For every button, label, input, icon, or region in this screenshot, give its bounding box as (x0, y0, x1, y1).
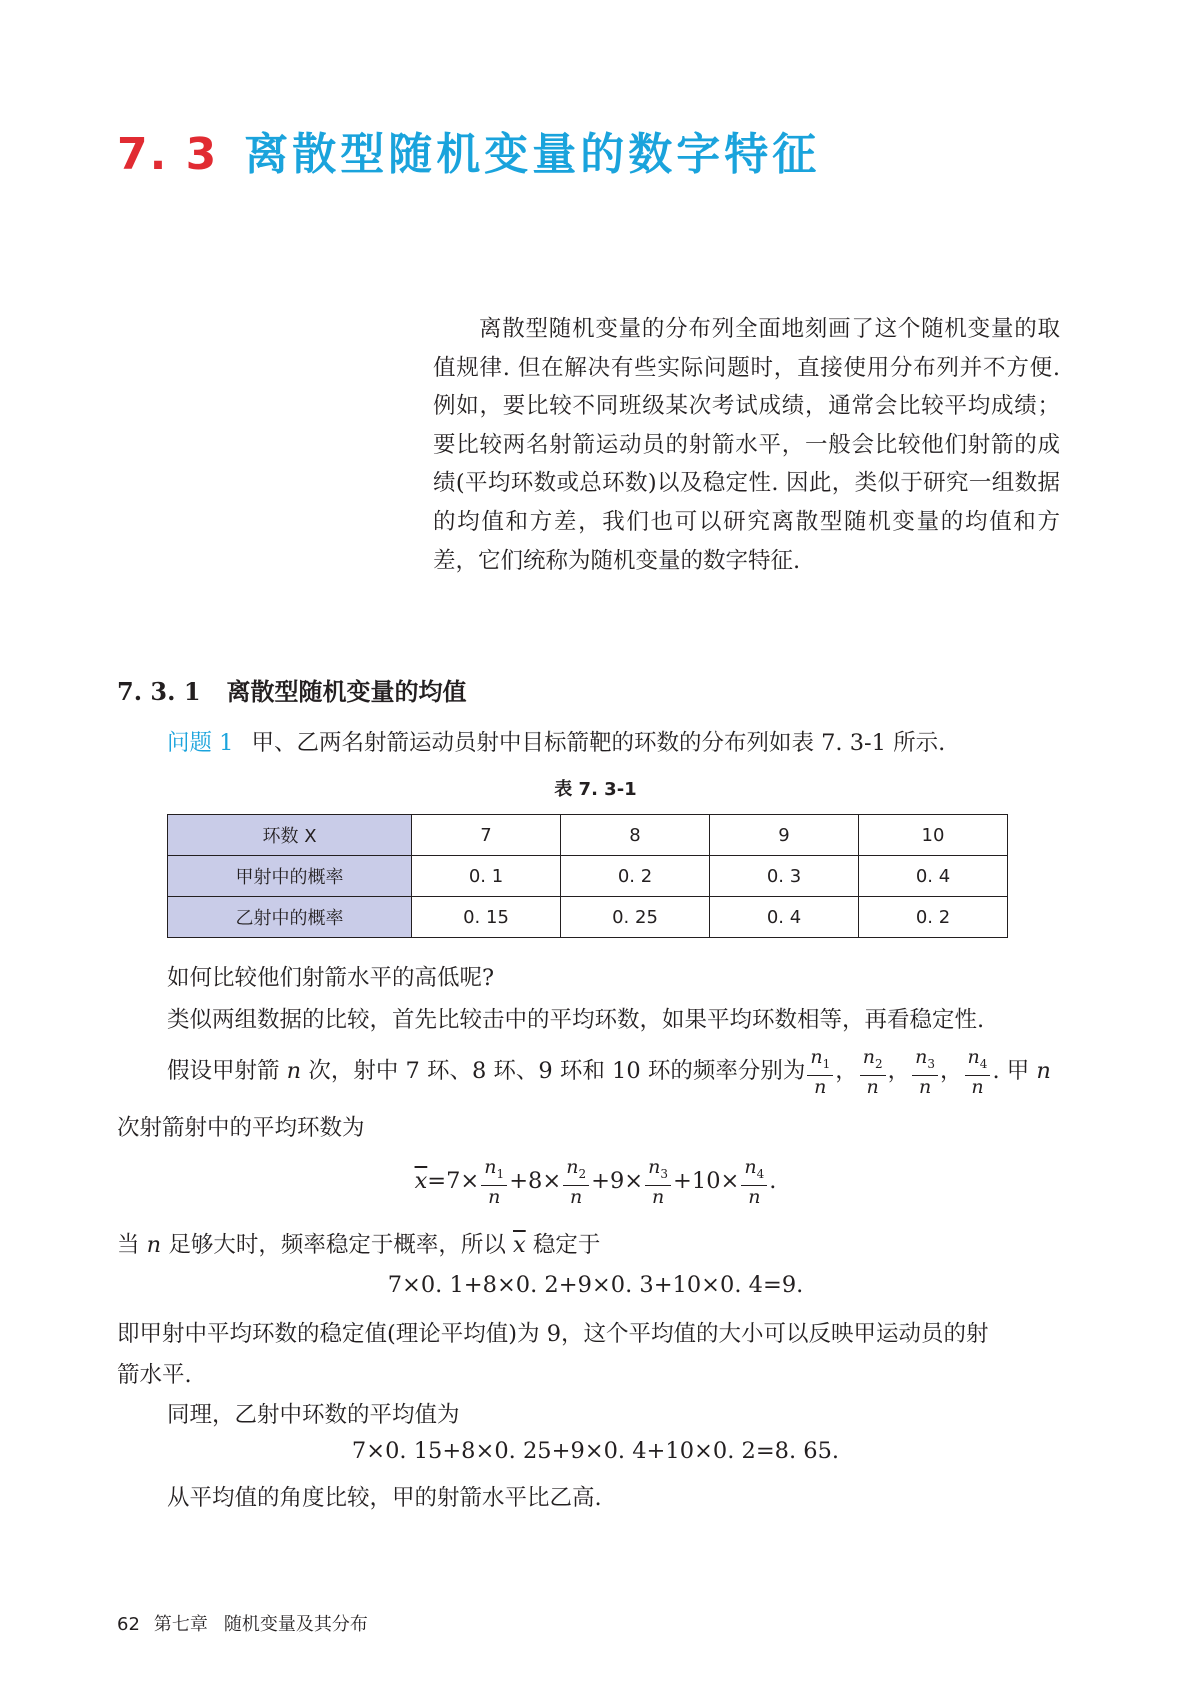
text-run: . 甲 (992, 1057, 1030, 1084)
formula-yi: 7×0. 15+8×0. 25+9×0. 4+10×0. 2=8. 65. (351, 1438, 840, 1464)
intro-text: 离散型随机变量的分布列全面地刻画了这个随机变量的取值规律. 但在解决有些实际问题时，直接使用分布列并不方便. 例如，要比较不同班级某次考试成绩，通常会比较平均成绩；要比较两名射箭运动员的射箭水平，一般会比较他们射箭的成绩(平均环数或总环数)以及稳定性. 因此，类似于研究一组数据的均值和方差，我们也可以研究离散型随机变量的均值和方差，它们统称为随机变量的数字特征. (433, 316, 1060, 574)
fraction-n4 (741, 1156, 767, 1208)
fraction-n1 (807, 1046, 833, 1098)
fraction-numerator: n (967, 1046, 980, 1068)
fraction-denominator: n (807, 1075, 833, 1098)
body-line: 即甲射中平均环数的稳定值(理论平均值)为 9，这个平均值的大小可以反映甲运动员的射 (117, 1321, 989, 1347)
fraction-denominator: n (481, 1185, 507, 1208)
body-line: 同理，乙射中环数的平均值为 (167, 1402, 460, 1428)
body-line: 箭水平. (117, 1362, 192, 1388)
fraction-subscript: 1 (496, 1166, 505, 1181)
fraction-subscript: 1 (822, 1056, 831, 1071)
formula-run: +8× (509, 1167, 562, 1194)
intro-paragraph (433, 310, 1060, 580)
fraction-denominator: n (965, 1075, 991, 1098)
punctuation: ， (940, 1057, 963, 1084)
fraction-numerator: n (744, 1156, 757, 1178)
fraction-numerator: n (810, 1046, 823, 1068)
fraction-subscript: 4 (979, 1056, 988, 1071)
fraction-subscript: 2 (578, 1166, 587, 1181)
formula-run: . (769, 1167, 777, 1194)
table-cell: 0. 2 (859, 897, 1008, 938)
question-1 (167, 725, 945, 757)
table-cell: 7 (412, 815, 561, 856)
text-run: 足够大时，频率稳定于概率，所以 (168, 1232, 506, 1258)
fraction-denominator: n (860, 1075, 886, 1098)
table-cell: 0. 2 (561, 856, 710, 897)
table-cell: 甲射中的概率 (168, 856, 412, 897)
distribution-table (167, 814, 1008, 938)
fraction-denominator: n (912, 1075, 938, 1098)
table-cell: 0. 4 (710, 897, 859, 938)
table-cell: 0. 15 (412, 897, 561, 938)
table-cell: 0. 3 (710, 856, 859, 897)
text-run: 当 (117, 1232, 140, 1258)
var-n: n (146, 1232, 162, 1258)
fraction-numerator: n (484, 1156, 497, 1178)
fraction-numerator: n (648, 1156, 661, 1178)
table-row (168, 856, 1008, 897)
fraction-n2 (860, 1046, 886, 1098)
subsection-name: 离散型随机变量的均值 (226, 678, 467, 706)
table-cell: 环数 X (168, 815, 412, 856)
fraction-denominator: n (563, 1185, 589, 1208)
fraction-n3 (645, 1156, 671, 1208)
fraction-numerator: n (915, 1046, 928, 1068)
formula-run: =7× (427, 1167, 480, 1194)
fraction-numerator: n (566, 1156, 579, 1178)
fraction-n3 (912, 1046, 938, 1098)
text-run: 稳定于 (532, 1232, 601, 1258)
fraction-subscript: 4 (756, 1166, 765, 1181)
page-footer (117, 1610, 368, 1636)
body-line (117, 1110, 365, 1142)
section-title (117, 118, 820, 182)
page-number: 62 (117, 1614, 140, 1635)
body-line-frequencies (167, 1046, 1051, 1098)
formula-mean (0, 1156, 1191, 1208)
table-cell: 9 (710, 815, 859, 856)
subsection-title (117, 672, 467, 707)
chapter-label: 第七章 (153, 1614, 208, 1635)
body-line (117, 1227, 600, 1259)
fraction-n1 (481, 1156, 507, 1208)
text-run: 假设甲射箭 (167, 1057, 280, 1084)
section-name: 离散型随机变量的数字特征 (244, 129, 821, 180)
var-xbar: $\overline{x}$ (414, 1167, 428, 1194)
table-caption: 表 7. 3-1 (554, 779, 637, 800)
fraction-denominator: n (645, 1185, 671, 1208)
body-line: 从平均值的角度比较，甲的射箭水平比乙高. (167, 1485, 602, 1511)
fraction-subscript: 3 (927, 1056, 936, 1071)
formula-run: +10× (673, 1167, 740, 1194)
punctuation: ， (887, 1057, 911, 1084)
table-cell: 乙射中的概率 (168, 897, 412, 938)
question-text: 甲、乙两名射箭运动员射中目标箭靶的环数的分布列如表 7. 3-1 所示. (251, 730, 946, 756)
table-cell: 8 (561, 815, 710, 856)
fraction-subscript: 2 (874, 1056, 883, 1071)
fraction-subscript: 3 (660, 1166, 669, 1181)
fraction-denominator: n (741, 1185, 767, 1208)
var-xbar: $\overline{x}$ (513, 1232, 526, 1258)
fraction-n2 (563, 1156, 589, 1208)
table-cell: 0. 1 (412, 856, 561, 897)
body-line: 类似两组数据的比较，首先比较击中的平均环数，如果平均环数相等，再看稳定性. (167, 1007, 985, 1033)
text-run: 次射箭射中的平均环数为 (117, 1115, 365, 1141)
body-line: 如何比较他们射箭水平的高低呢? (167, 965, 495, 991)
table-cell: 0. 25 (561, 897, 710, 938)
table-row (168, 815, 1008, 856)
formula-jia: 7×0. 1+8×0. 2+9×0. 3+10×0. 4=9. (387, 1272, 804, 1298)
subsection-number: 7. 3. 1 (117, 677, 201, 706)
punctuation: ， (835, 1057, 858, 1084)
table-cell: 10 (859, 815, 1008, 856)
var-n: n (286, 1057, 302, 1084)
fraction-numerator: n (862, 1046, 875, 1068)
text-run: 次，射中 7 环、8 环、9 环和 10 环的频率分别为 (308, 1057, 806, 1084)
section-number: 7. 3 (117, 129, 219, 180)
formula-run: +9× (591, 1167, 644, 1194)
var-n: n (1036, 1057, 1051, 1084)
table-cell: 0. 4 (859, 856, 1008, 897)
fraction-n4 (965, 1046, 991, 1098)
table-row (168, 897, 1008, 938)
question-label: 问题 1 (167, 730, 234, 756)
chapter-title: 随机变量及其分布 (223, 1614, 368, 1635)
